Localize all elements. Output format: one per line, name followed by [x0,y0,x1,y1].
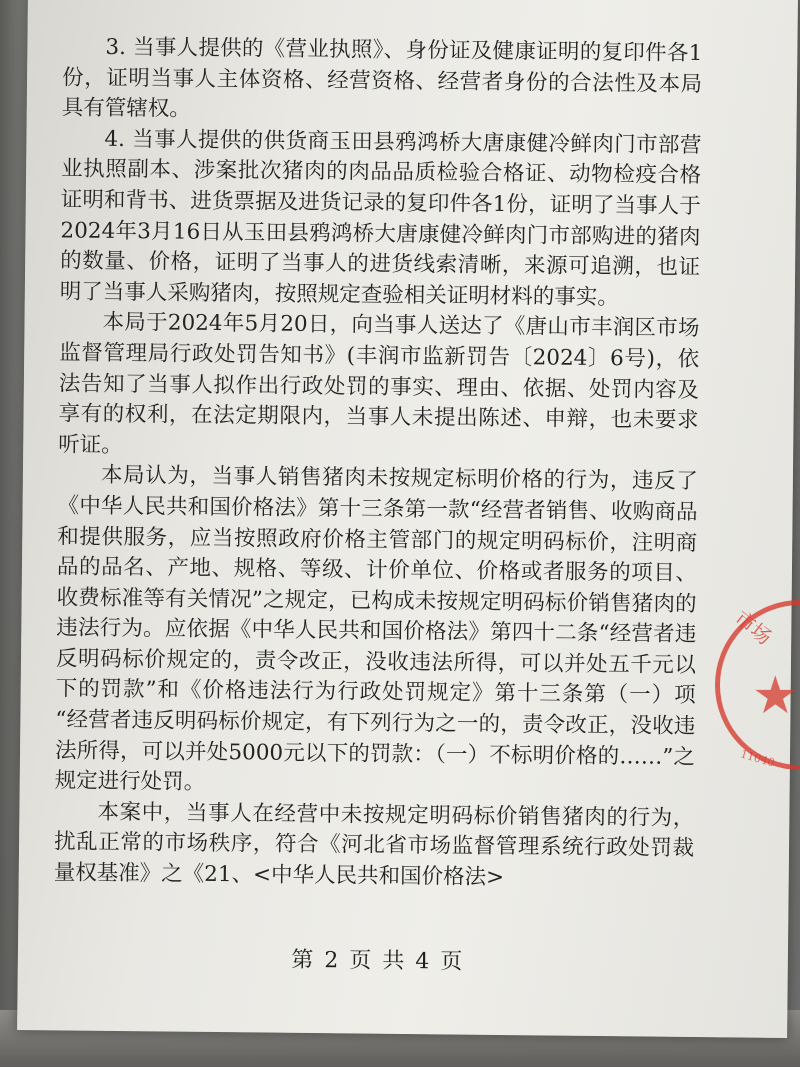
document-page [17,0,798,1038]
page-number-footer: 第 2 页 共 4 页 [291,947,465,975]
seal-number: 11040 [738,747,777,770]
paragraph-case-analysis: 本案中，当事人在经营中未按规定明码标价销售猪肉的行为，扰乱正常的市场秩序，符合《河北省市场监督管理系统行政处罚裁量权基准》之《21、<中华人民共和国价格法> [53,799,695,891]
seal-text: 市场 [729,605,777,650]
seal-star-icon: ★ [752,666,799,726]
paragraph-legal-basis: 本局认为，当事人销售猪肉未按规定标明价格的行为，违反了《中华人民共和国价格法》第十三条第一款“经营者销售、收购商品和提供服务，应当按照政府价格主管部门的规定明码标价，注明商品的品名、产地、规格、等级、计价单位、价格或者服务的项目、收费标准等有关情况”之规定，已构成未按规定明码标价销售猪肉的违法行为。应依据《中华人民共和国价格法》第四十二条“经营者违反明码标价规定的，责令改正，没收违法所得，可以并处五千元以下的罚款”和《价格违法行为行政处罚规定》第十三条第（一）项 “经营者违反明码标价规定，有下列行为之一的，责令改正，没收违法所得，可以并处5000元以下的罚款：（一）不标明价格的……”之规定进行处罚。 [54,463,699,796]
paragraph-notice: 本局于2024年5月20日，向当事人送达了《唐山市丰润区市场监督管理局行政处罚告知书》(丰润市监新罚告〔2024〕6号)，依法告知了当事人拟作出行政处罚的事实、理由、依据、处罚内容及享有的权利，在法定期限内，当事人未提出陈述、申辩，也未要求听证。 [58,310,700,458]
document-body [54,32,703,895]
paragraph-evidence-3: 3. 当事人提供的《营业执照》、身份证及健康证明的复印件各1份，证明当事人主体资格、经营资格、经营者身份的合法性及本局具有管辖权。 [61,34,703,122]
paragraph-evidence-4: 4. 当事人提供的供货商玉田县鸦鸿桥大唐康健冷鲜肉门市部营业执照副本、涉案批次猪肉的肉品品质检验合格证、动物检疫合格证明和背书、进货票据及进货记录的复印件各1份，证明了当事人于2024年3月16日从玉田县鸦鸿桥大唐康健冷鲜肉门市部购进的猪肉的数量、价格，证明了当事人的进货线索清晰，来源可追溯，也证明了当事人采购猪肉，按照规定查验相关证明材料的事实。 [59,126,702,310]
